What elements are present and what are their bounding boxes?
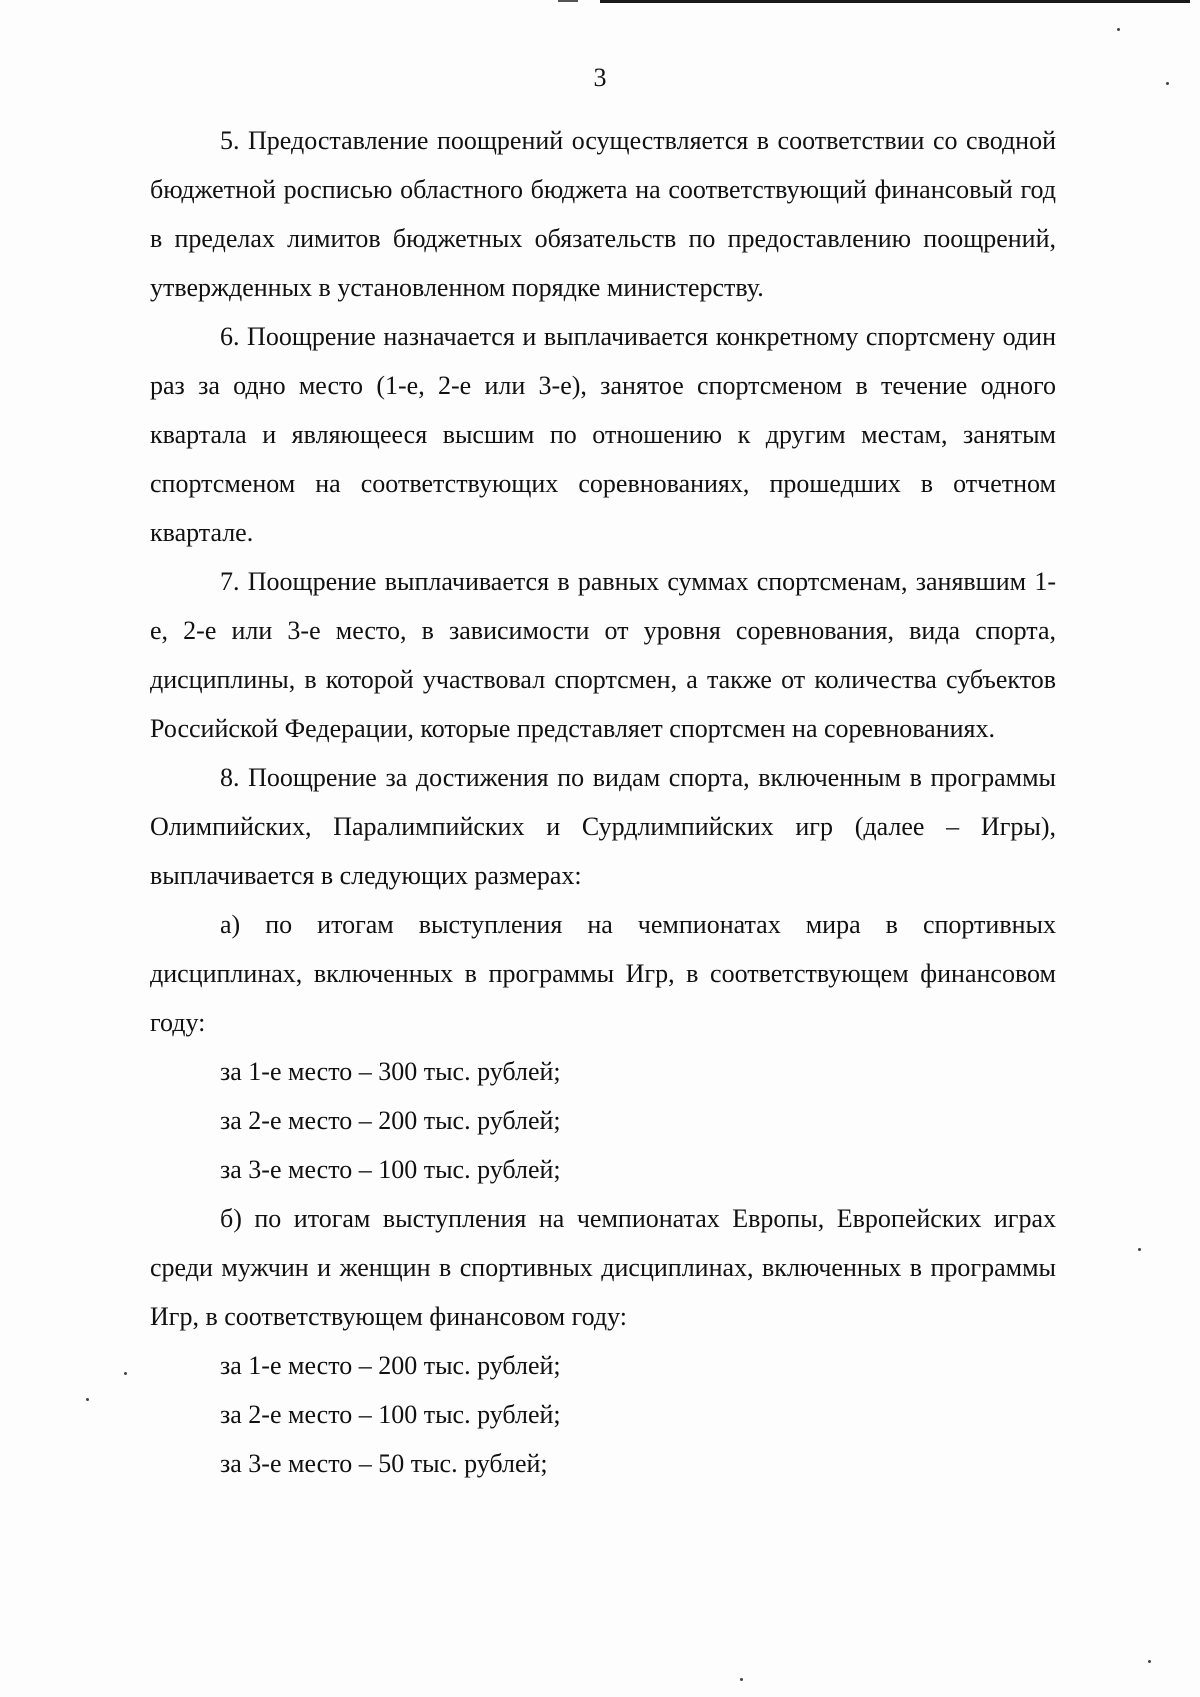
top-border-line	[600, 0, 1190, 3]
award-item-b-3rd: за 3-е место – 50 тыс. рублей;	[220, 1449, 548, 1478]
scan-speck	[1148, 1660, 1151, 1663]
paragraph-6: 6. Поощрение назначается и выплачивается конкретному спортсмену один раз за одно место (1-е, 2-е или 3-е), занятое спортсменом в течение одного квартала и являющееся высшим по отношению к другим местам, занятым спортсменом на соответствующих соревнованиях, прошедших в отчетном квартале.	[150, 322, 1056, 547]
page-number: 3	[593, 63, 607, 92]
paragraph-8: 8. Поощрение за достижения по видам спорта, включенным в программы Олимпийских, Паралимпийских и Сурдлимпийских игр (далее – Игры), выплачивается в следующих размерах:	[150, 763, 1056, 890]
subparagraph-a: а) по итогам выступления на чемпионатах мира в спортивных дисциплинах, включенных в программы Игр, в соответствующем финансовом году:	[150, 910, 1056, 1037]
scan-speck	[1117, 28, 1120, 31]
scan-speck	[86, 1398, 89, 1401]
scan-speck	[740, 1678, 743, 1681]
award-item-a-3rd: за 3-е место – 100 тыс. рублей;	[220, 1155, 561, 1184]
award-item-a-1st: за 1-е место – 300 тыс. рублей;	[220, 1057, 561, 1086]
scan-speck	[1138, 1248, 1141, 1251]
document-body	[150, 116, 1056, 1488]
subparagraph-b: б) по итогам выступления на чемпионатах Европы, Европейских играх среди мужчин и женщин в спортивных дисциплинах, включенных в программы Игр, в соответствующем финансовом году:	[150, 1204, 1056, 1331]
paragraph-5: 5. Предоставление поощрений осуществляется в соответствии со сводной бюджетной росписью областного бюджета на соответствующий финансовый год в пределах лимитов бюджетных обязательств по предоставлению поощрений, утвержденных в установленном порядке министерству.	[150, 126, 1056, 302]
scan-speck	[124, 1372, 127, 1375]
award-item-b-1st: за 1-е место – 200 тыс. рублей;	[220, 1351, 561, 1380]
scan-speck	[1166, 82, 1169, 85]
top-border-fragment	[558, 0, 578, 2]
award-item-b-2nd: за 2-е место – 100 тыс. рублей;	[220, 1400, 561, 1429]
award-item-a-2nd: за 2-е место – 200 тыс. рублей;	[220, 1106, 561, 1135]
paragraph-7: 7. Поощрение выплачивается в равных суммах спортсменам, занявшим 1-е, 2-е или 3-е место, в зависимости от уровня соревнования, вида спорта, дисциплины, в которой участвовал спортсмен, а также от количества субъектов Российской Федерации, которые представляет спортсмен на соревнованиях.	[150, 567, 1056, 743]
